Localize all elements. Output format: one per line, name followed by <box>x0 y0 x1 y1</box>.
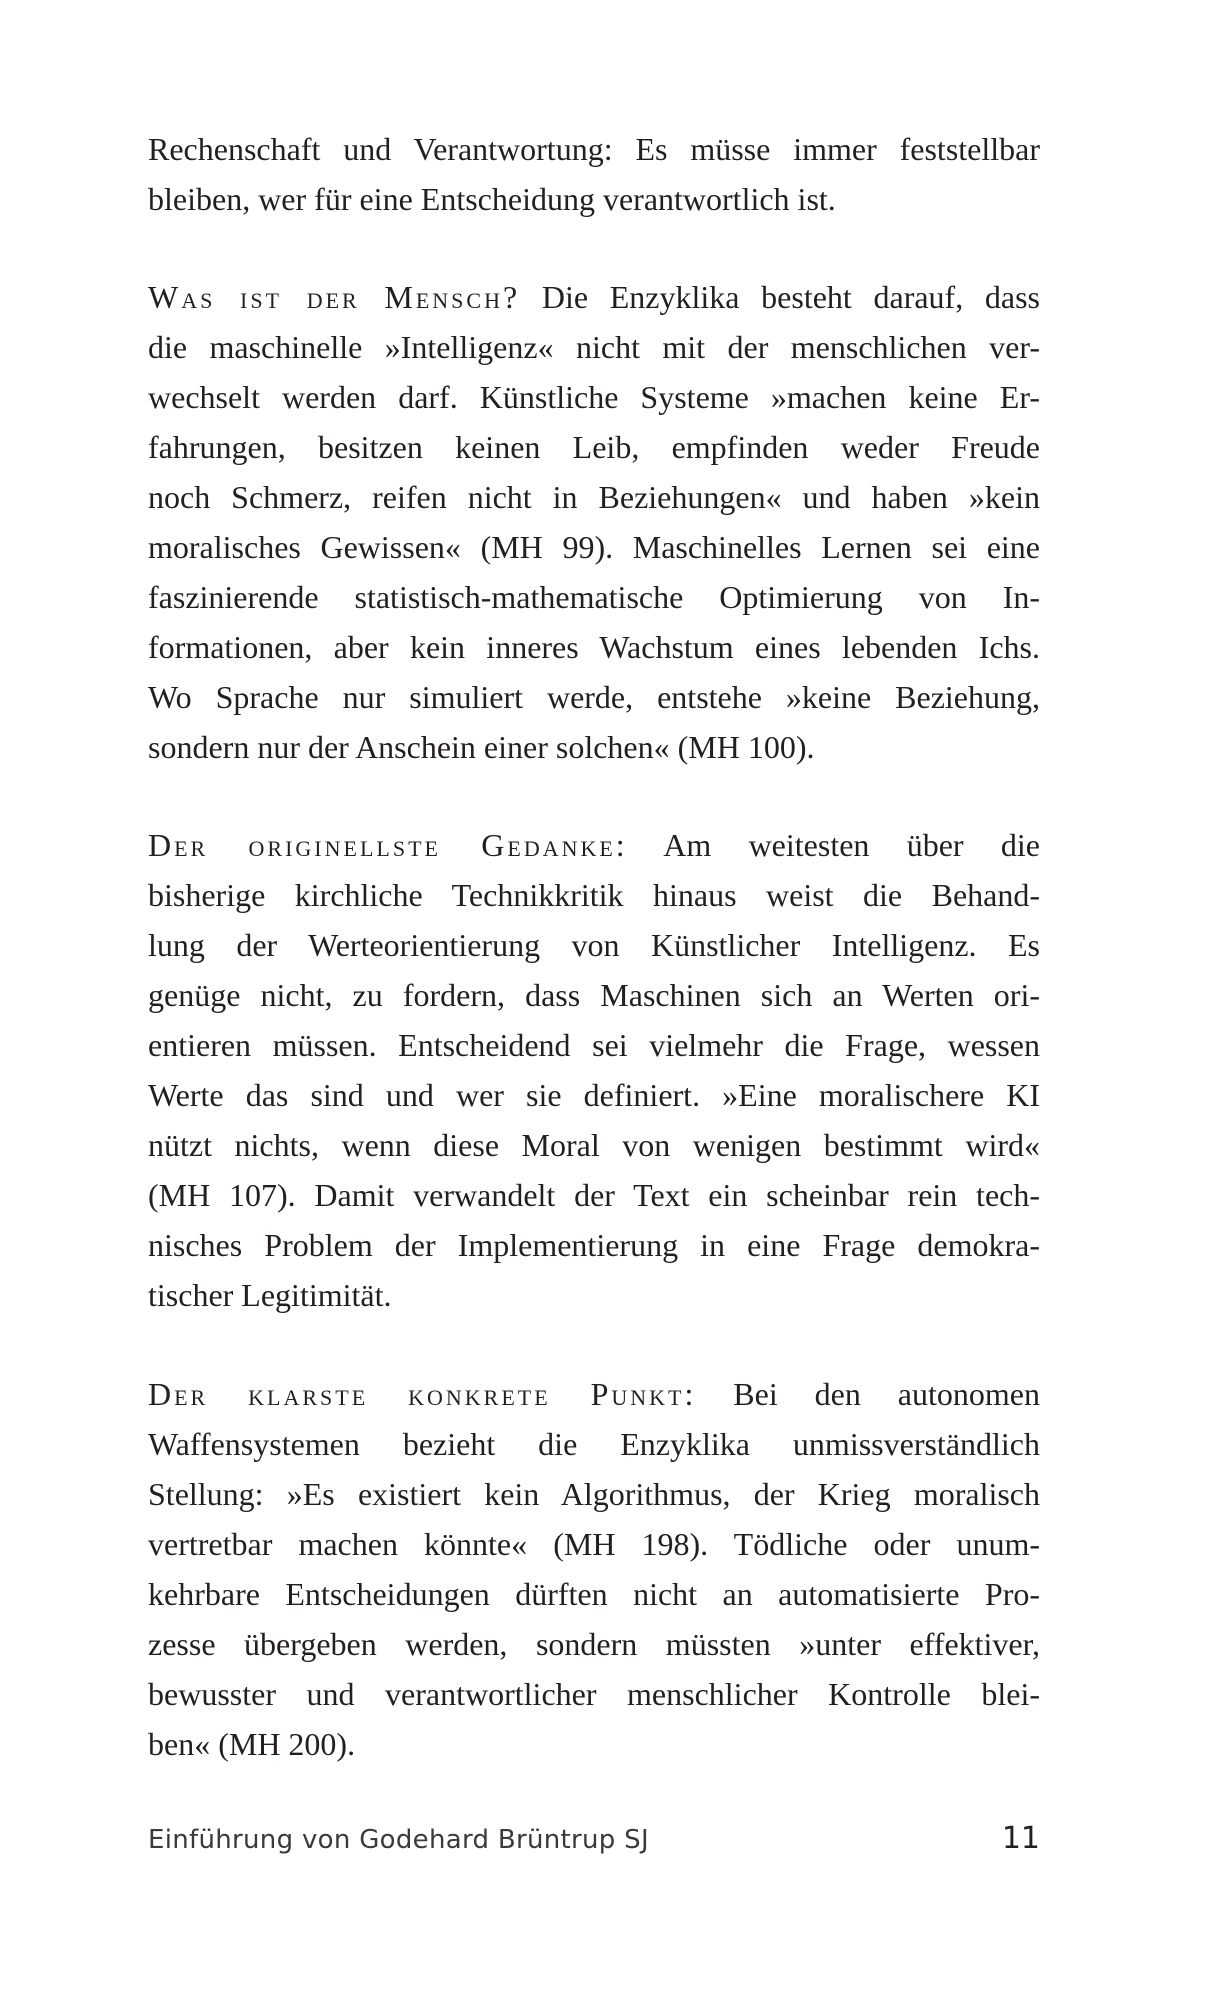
text-line: Wo Sprache nur simuliert werde, entstehe »keine Beziehung, <box>148 679 1040 715</box>
text-line: bisherige kirchliche Technikkritik hinaus weist die Behand- <box>148 877 1040 913</box>
text-line: vertretbar machen könnte« (MH 198). Tödliche oder unum- <box>148 1526 1040 1562</box>
text-line <box>148 272 1040 322</box>
text-line: ben« (MH 200). <box>148 1726 356 1762</box>
text-fragment: Die Enzyklika besteht darauf, dass <box>520 279 1041 315</box>
text-line: zesse übergeben werden, sondern müssten »unter effektiver, <box>148 1626 1040 1662</box>
text-line: genüge nicht, zu fordern, dass Maschinen sich an Werten ori- <box>148 977 1040 1013</box>
text-line: nisches Problem der Implementierung in eine Frage demokra- <box>148 1227 1040 1263</box>
text-line: Stellung: »Es existiert kein Algorithmus, der Krieg moralisch <box>148 1476 1040 1512</box>
text-line: faszinierende statistisch-mathematische Optimierung von In- <box>148 579 1040 615</box>
text-line: tischer Legitimität. <box>148 1277 392 1313</box>
text-line: noch Schmerz, reifen nicht in Beziehungen« und haben »kein <box>148 479 1040 515</box>
text-line: wechselt werden darf. Künstliche Systeme »machen keine Er- <box>148 379 1040 415</box>
running-footer-title: Einführung von Godehard Brüntrup SJ <box>148 1825 649 1855</box>
text-line: Werte das sind und wer sie definiert. »Eine moralischere KI <box>148 1077 1040 1113</box>
section-heading: Was ist der Mensch? <box>148 279 521 315</box>
text-line: formationen, aber kein inneres Wachstum eines lebenden Ichs. <box>148 629 1040 665</box>
text-line: nützt nichts, wenn diese Moral von wenigen bestimmt wird« <box>148 1127 1040 1163</box>
text-line: die maschinelle »Intelligenz« nicht mit der menschlichen ver- <box>148 329 1040 365</box>
text-line: Rechenschaft und Verantwortung: Es müsse immer feststellbar <box>148 131 1040 167</box>
text-line: entieren müssen. Entscheidend sei vielmehr die Frage, wessen <box>148 1027 1040 1063</box>
paragraph-klarste-punkt <box>148 1369 1040 1769</box>
text-line: kehrbare Entscheidungen dürften nicht an automatisierte Pro- <box>148 1576 1040 1612</box>
text-line: bleiben, wer für eine Entscheidung verantwortlich ist. <box>148 181 836 217</box>
section-heading: Der klarste konkrete Punkt: <box>148 1376 697 1412</box>
paragraph-was-ist-der-mensch <box>148 272 1040 772</box>
text-line: bewusster und verantwortlicher menschlicher Kontrolle blei- <box>148 1676 1040 1712</box>
text-line <box>148 1369 1040 1419</box>
text-line: fahrungen, besitzen keinen Leib, empfinden weder Freude <box>148 429 1040 465</box>
page-number: 11 <box>1001 1821 1040 1856</box>
paragraph-originellste-gedanke <box>148 820 1040 1320</box>
paragraph-accountability <box>148 124 1040 224</box>
section-heading: Der originellste Gedanke: <box>148 827 628 863</box>
text-fragment: Am weitesten über die <box>627 827 1040 863</box>
text-line <box>148 820 1040 870</box>
text-line: sondern nur der Anschein einer solchen« (MH 100). <box>148 729 815 765</box>
text-line: (MH 107). Damit verwandelt der Text ein scheinbar rein tech- <box>148 1177 1040 1213</box>
text-line: lung der Werteorientierung von Künstlicher Intelligenz. Es <box>148 927 1040 963</box>
text-line: Waffensystemen bezieht die Enzyklika unmissverständlich <box>148 1426 1040 1462</box>
text-fragment: Bei den autonomen <box>696 1376 1040 1412</box>
text-line: moralisches Gewissen« (MH 99). Maschinelles Lernen sei eine <box>148 529 1040 565</box>
